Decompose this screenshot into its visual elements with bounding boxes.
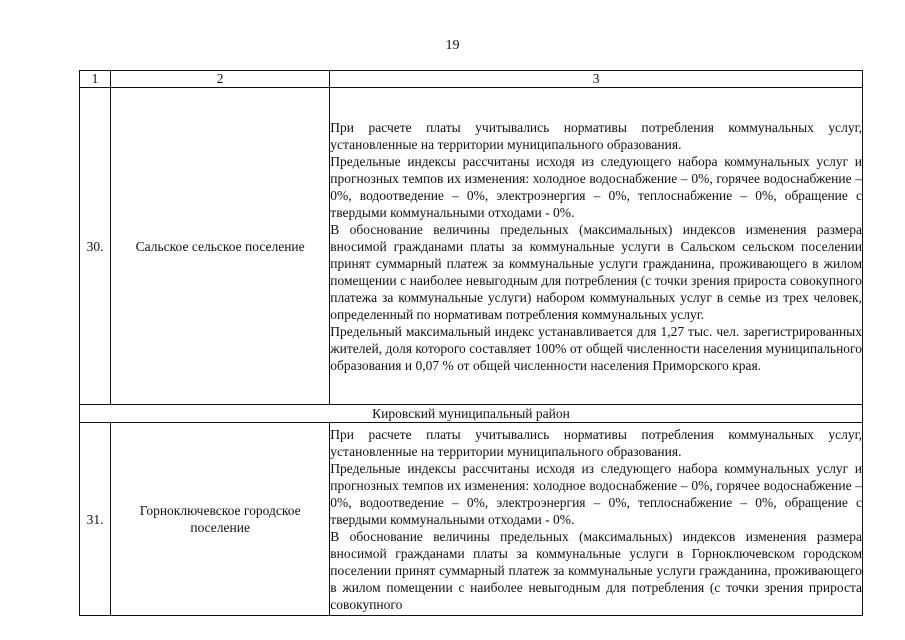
page-number: 19 (445, 38, 460, 53)
paragraph: Предельные индексы рассчитаны исходя из следующего набора коммунальных услуг и прогнозных темпов их изменения: холодное водоснабжение – 0%, горячее водоснабжение – 0%, водоотведение – 0%, электроэнергия – 0%, теплоснабжение – 0%, обращение с твердыми коммунальными отходами - 0%. (330, 153, 862, 220)
paragraph: В обоснование величины предельных (максимальных) индексов изменения размера вносимой гражданами платы за коммунальные услуги в Горноключевском городском поселении принят суммарный платеж за коммунальные услуги гражданина, проживающего в жилом помещении с наиболее невыгодным для потребления (с точки зрения прироста совокупного (330, 528, 862, 612)
section-title: Кировский муниципальный район (80, 405, 863, 423)
section-row (80, 405, 863, 423)
paragraph: В обоснование величины предельных (максимальных) индексов изменения размера вносимой гражданами платы за коммунальные услуги в Сальском сельском поселении принят суммарный платеж за коммунальные услуги гражданина, проживающего в жилом помещении с наиболее невыгодным для потребления (с точки зрения прироста совокупного платежа за коммунальные услуги) набором коммунальных услуг в семье из трех человек, определенный по нормативам потребления коммунальных услуг. (330, 221, 862, 322)
header-cell-1: 1 (80, 71, 111, 88)
header-cell-3: 3 (330, 71, 863, 88)
header-cell-2: 2 (111, 71, 330, 88)
paragraph: Предельные индексы рассчитаны исходя из следующего набора коммунальных услуг и прогнозных темпов их изменения: холодное водоснабжение – 0%, горячее водоснабжение – 0%, водоотведение – 0%, электроэнергия – 0%, теплоснабжение – 0%, обращение с твердыми коммунальными отходами - 0%. (330, 460, 862, 527)
paragraph: При расчете платы учитывались нормативы потребления коммунальных услуг, установленные на территории муниципального образования. (330, 119, 862, 152)
row-description (330, 423, 863, 616)
row-description (330, 88, 863, 405)
paragraph: При расчете платы учитывались нормативы потребления коммунальных услуг, установленные на территории муниципального образования. (330, 426, 862, 459)
table-header-row (80, 71, 863, 88)
tariff-index-table (79, 70, 863, 616)
row-number: 31. (80, 423, 111, 616)
row-number: 30. (80, 88, 111, 405)
paragraph: Предельный максимальный индекс устанавливается для 1,27 тыс. чел. зарегистрированных жителей, доля которого составляет 100% от общей численности населения муниципального образования и 0,07 % от общей численности населения Приморского края. (330, 323, 862, 373)
municipality-name: Сальское сельское поселение (111, 88, 330, 405)
table-row (80, 88, 863, 405)
table-row (80, 423, 863, 616)
municipality-name: Горноключевское городское поселение (111, 423, 330, 616)
